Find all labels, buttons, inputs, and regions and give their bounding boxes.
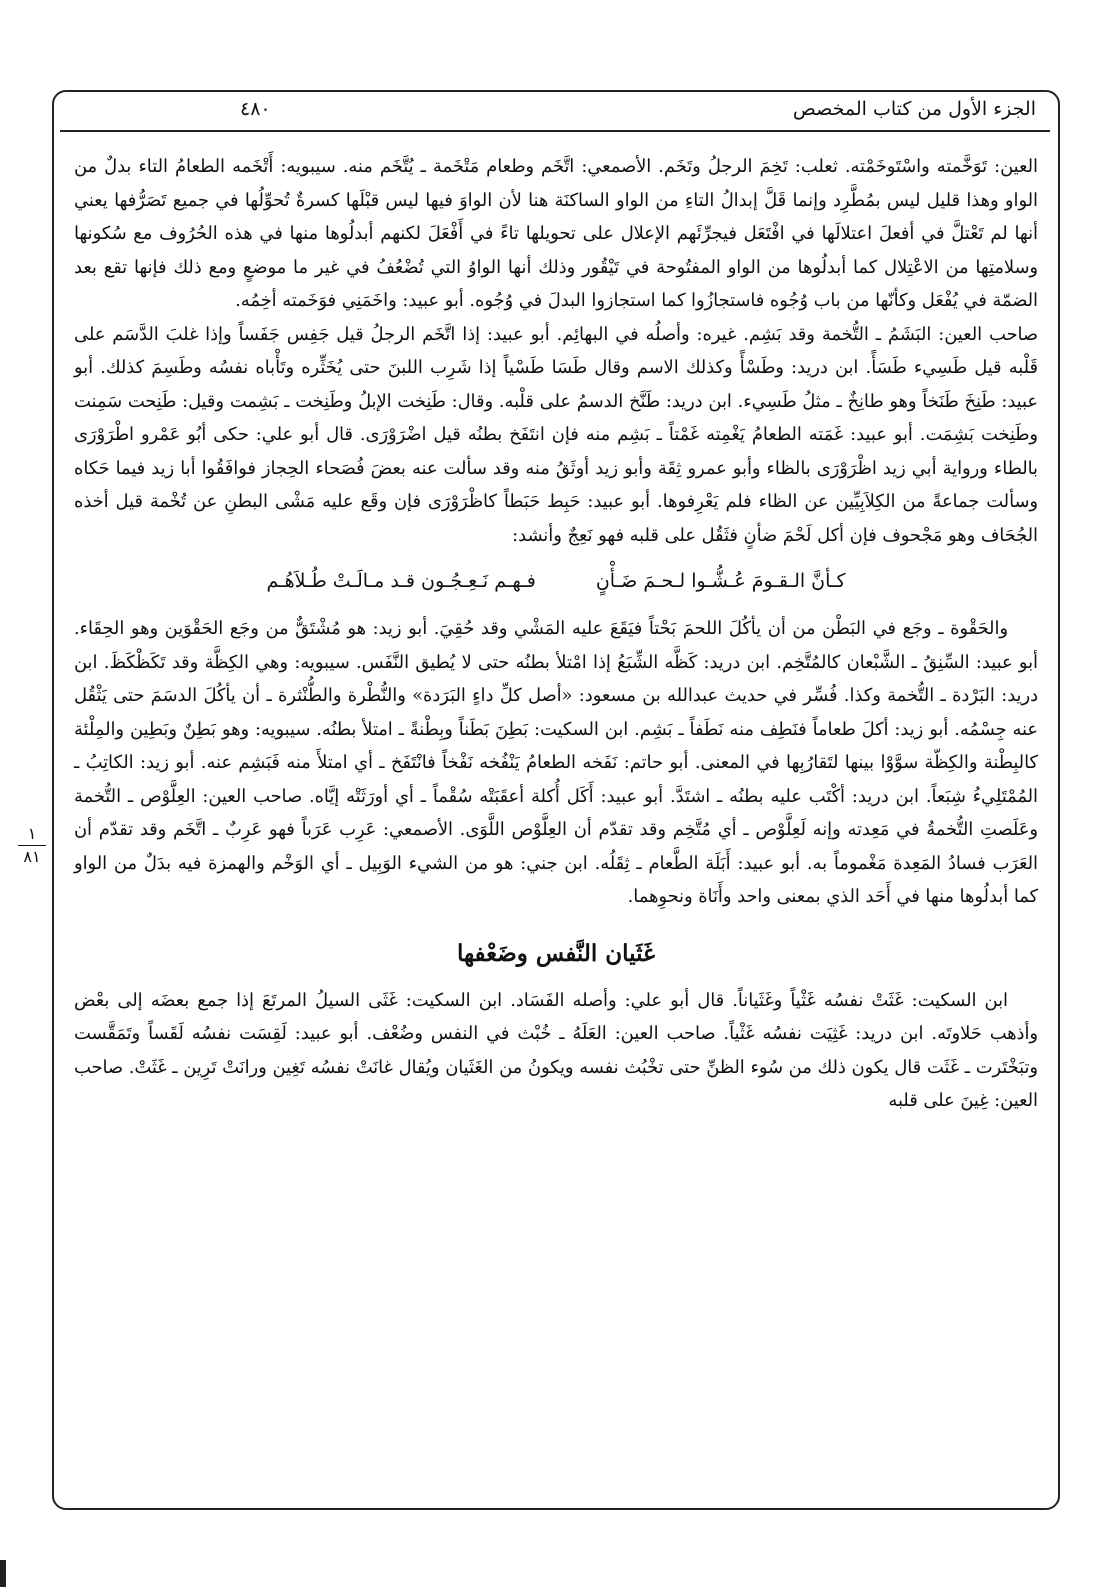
marker-numerator: ١ — [27, 824, 37, 843]
marker-denominator: ٨١ — [23, 847, 41, 866]
poetry-verse — [74, 562, 1038, 600]
header-rule — [60, 130, 1050, 132]
paragraph: ابن السكيت: غَثَتْ نفسُه غَثْياً وغَثَياناً. قال أبو علي: وأصله الفَسَاد. ابن السكيت: غَثَى السيلُ المرتَعَ إذا جمع بعضَه إلى بعْض وأذهب حَلاوتَه. ابن دريد: غَثِيَت نفسُه غَثْياً. صاحب العين: العَلَهُ ـ خُبْث في النفس وضُعْف. أبو عبيد: لَقِسَت نفسُه لَقَساً وتَمَقَّست وتبَخْتَرت ـ غَثَت قال يكون ذلك من سُوء الظنِّ حتى تخْبُث نفسه ويكونُ من الغَثَيان ويُقال غانَتْ نفسُه تَغِين ورانَتْ تَرِين ـ غَثَتْ. صاحب العين: غِينَ على قلبه — [74, 989, 1038, 1111]
page-header — [60, 92, 1050, 132]
scan-edge-mark — [0, 1560, 6, 1587]
marker-bar — [18, 845, 46, 846]
verse-hemistich-second: فـهـم نَـعِـجُـون قـد مـالَـتْ طُـلاَهُـم — [266, 570, 536, 592]
paragraph: العين: تَوَخَّمته واسْتَوخَمْته. ثعلب: تَخِمَ الرجلُ وتَخَم. الأصمعي: اتَّخَم وطعام مَتْخَمة ـ يُتَّخَم منه. سيبويه: أَتْخَمه الطعامُ التاء بدلٌ من الواو وهذا قليل ليس بمُطَّرِد وإنما قَلَّ إبدالُ التاءِ من الواو الساكنَة هنا لأن الواوَ فيها ليس قبْلَها كسرةٌ تُحوِّلُها في جميع تَصَرُّفها يعني أنها لم تَعْتلَّ في أفعلَ اعتلالَها في افْتَعَل فيجرِّئَهم الإعلال على تحويلها تاءً في أَفْعَلَ لكنهم أبدلُوها منها في هذه الحُرُوف مع سُكونها وسلامتِها من الاعْتِلال كما أبدلُوها من الواو المفتُوحة في تَيْقُور وذلك أنها الواوُ التي تُضْعُفُ في غير ما موضعٍ ومع ذلك فإنها تقع بعد الضمّة في يُفْعَل وكأنّها من باب وُجُوه فاستجازُوا كما استجازوا البدلَ في وُجُوه. أبو عبيد: واخَمَنِي فوَخَمته أخِمُه. — [74, 156, 1038, 311]
paragraph: والحَقْوة ـ وجَع في البَطْن من أن يأكُلَ اللحمَ بَحْتاً فيَقَعَ عليه المَشْي وقد حُقِيَ. أبو زيد: هو مُشْتَقٌّ من وجَع الحَقْوَين وهو الحِقَاء. أبو عبيد: السِّنِقُ ـ الشَّبْعان كالمُتَّخِم. ابن دريد: كَظَّه الشِّبَعُ إذا امْتلأ بطنُه حتى لا يُطيق النَّفَس. سيبويه: وهي الكِظَّة وقد تَكَظْكَظَ. ابن دريد: البَرْدة ـ التُّخمة وكذا. فُسِّر في حديث عبدالله بن مسعود: «أصل كلِّ داءٍ البَرَدة» والنُّطْرة والطُّنْثرة ـ أن يأكُلَ الدسَمَ حتى يَثْقُل عنه جِسْمُه. أبو زيد: أكلَ طعاماً فنَطِف منه نَطَفاً ـ بَشِم. ابن السكيت: بَطِنَ بَطَناً وبِطْنةً ـ امتلأ بطنُه. سيبويه: وهو بَطِنٌ وبَطِين والمِلْئة كالبِطْنة والكِظّة سوَّوْا بينها لتَقارُبِها في المعنى. أبو حاتم: نَفَخه الطعامُ يَنْفُخه نَفْخاً فانْتَفَخ ـ أي امتلأَ منه فَبَشِم عنه. أبو زيد: الكاتِبُ ـ المُمْتَلِيءُ شِبَعاً. ابن دريد: أكْتَب عليه بطنُه ـ اشتَدَّ. أبو عبيد: أَكَل أُكلة أعقَبَتْه سُقْماً ـ أي أورَثَتْه إيَّاه. صاحب العين: العِلَّوْص ـ التُّخمة وعَلَصتِ التُّخمةُ في مَعِدته وإنه لَعِلَّوْص ـ أي مُتَّخِم وقد تقدّم أن العِلَّوْص اللَّوَى. الأصمعي: عَرِب عَرَباً فهو عَرِبٌ ـ اتَّخَم وقد تقدّم أن العَرَب فسادُ المَعِدة مَغْموماً به. أبو عبيد: أَبَلَة الطَّعام ـ ثِقَلُه. ابن جني: هو من الشيء الوَبِيل ـ أي الوَخْم والهمزة فيه بدَلٌ من الواو كما أبدلُوها منها في أَحَد الذي بمعنى واحد وأَنَاة ونحوِهما. — [74, 618, 1038, 907]
verse-hemistich-first: كـأنَّ الـقـومَ عُـشُّـوا لـحـمَ ضَـأْنٍ — [595, 570, 846, 592]
margin-folio-marker — [18, 825, 46, 866]
running-title: الجزء الأول من كتاب المخصص — [792, 98, 1036, 120]
page-number: ٤٨٠ — [240, 98, 271, 120]
section-heading: غَثَيان النَّفس وضَعْفها — [456, 939, 656, 967]
page-body — [74, 150, 1038, 1118]
paragraph: صاحب العين: البَشَمُ ـ التُّخمة وقد بَشِم. غيره: وأصلُه في البهائِم. أبو عبيد: إذا اتَّخَم الرجلُ قيل جَفِس جَفَساً وإذا غلبَ الدَّسَم على قَلْبه قيل طَسِيء طَسَأً. ابن دريد: وطَسْأً وكذلك الاسم وقال طَسَا طَسْياً إذا شَرِب اللبنَ حتى يُخَثِّره وتَأْباه نفسُه وطَسِمَ كذلك. أبو عبيد: طَنِخَ طَنَخاً وهو طانِخٌ ـ مثلُ طَسِيء. ابن دريد: طَنَّخ الدسمُ على قلْبه. وقال: طَنِخت الإبلُ وطَنِخت ـ بَشِمت وقيل: طَنِحت سَمِنت وطَنِخت بَشِمَت. أبو عبيد: غَمَته الطعامُ يَغْمِته غَمْتاً ـ بَشِم منه فإن انتَفَخ بطنُه قيل اضْرَوْرَى. قال أبو علي: حكى أبُو عَمْرو اطْرَوْرَى بالطاء ورواية أبي زيد اظْرَوْرَى بالظاء وأبو عمرو ثِقَة وأبو زيد أوثَقُ منه وقد سألت عنه بعضَ فُصَحاء الحِجاز فوافَقُوا أبا زيد فيما حَكاه وسألت جماعةً من الكِلاَبِيِّين عن الظاء فلم يَعْرِفوها. أبو عبيد: حَبِط حَبَطاً كاظْرَوْرَى فإن وقَع عليه مَشْى البطنِ عن تُخْمة قيل أخذه الجُحَاف وهو مَجْحوف فإن أكل لَحْمَ ضأنٍ فثَقُل على قلبه فهو نَعِجٌ وأنشد: — [74, 323, 1038, 546]
